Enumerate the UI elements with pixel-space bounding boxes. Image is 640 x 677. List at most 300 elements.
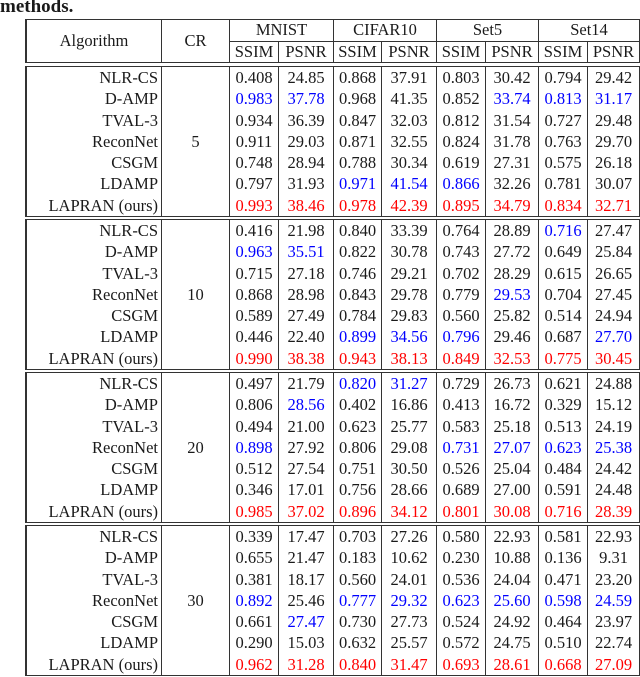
metric-cell: 0.526 <box>437 458 486 479</box>
algorithm-cell: D-AMP <box>27 394 162 415</box>
metric-cell: 29.32 <box>382 590 437 611</box>
metric-cell: 33.39 <box>382 220 437 241</box>
metric-cell: 22.93 <box>588 526 640 547</box>
algorithm-cell: TVAL-3 <box>27 416 162 437</box>
algorithm-cell: LAPRAN (ours) <box>27 654 162 675</box>
table-row <box>27 437 640 458</box>
algorithm-cell: NLR-CS <box>27 526 162 547</box>
metric-cell: 0.968 <box>334 88 382 109</box>
algorithm-cell: LDAMP <box>27 632 162 653</box>
metric-cell: 31.93 <box>279 173 334 194</box>
metric-cell: 32.26 <box>486 173 539 194</box>
table-row <box>27 416 640 437</box>
metric-cell: 0.693 <box>437 654 486 675</box>
table-row <box>27 88 640 109</box>
metric-cell: 0.993 <box>230 195 279 216</box>
metric-cell: 24.88 <box>588 373 640 394</box>
metric-cell: 38.46 <box>279 195 334 216</box>
metric-cell: 0.843 <box>334 284 382 305</box>
metric-cell: 32.71 <box>588 195 640 216</box>
metric-cell: 0.583 <box>437 416 486 437</box>
metric-cell: 0.524 <box>437 611 486 632</box>
metric-cell: 0.339 <box>230 526 279 547</box>
algorithm-cell: LDAMP <box>27 326 162 347</box>
metric-cell: 37.78 <box>279 88 334 109</box>
cr-cell: 20 <box>162 373 230 522</box>
cr-block <box>25 525 640 676</box>
metric-cell: 31.17 <box>588 88 640 109</box>
metric-cell: 33.74 <box>486 88 539 109</box>
metric-cell: 0.943 <box>334 348 382 369</box>
metric-cell: 25.84 <box>588 241 640 262</box>
metric-cell: 16.72 <box>486 394 539 415</box>
header-dataset: Set14 <box>539 20 640 41</box>
metric-cell: 0.514 <box>539 305 588 326</box>
metric-cell: 31.27 <box>382 373 437 394</box>
metric-cell: 27.72 <box>486 241 539 262</box>
table-row <box>27 131 640 152</box>
metric-cell: 30.42 <box>486 67 539 88</box>
metric-cell: 0.803 <box>437 67 486 88</box>
table-row <box>27 284 640 305</box>
metric-cell: 16.86 <box>382 394 437 415</box>
metric-cell: 27.26 <box>382 526 437 547</box>
metric-cell: 0.985 <box>230 501 279 522</box>
metric-cell: 41.35 <box>382 88 437 109</box>
metric-cell: 27.31 <box>486 152 539 173</box>
metric-cell: 27.45 <box>588 284 640 305</box>
metric-cell: 22.74 <box>588 632 640 653</box>
metric-cell: 30.08 <box>486 501 539 522</box>
metric-cell: 0.794 <box>539 67 588 88</box>
metric-cell: 0.687 <box>539 326 588 347</box>
metric-cell: 22.40 <box>279 326 334 347</box>
metric-cell: 32.53 <box>486 348 539 369</box>
metric-cell: 0.764 <box>437 220 486 241</box>
metric-cell: 0.623 <box>334 416 382 437</box>
algorithm-cell: D-AMP <box>27 241 162 262</box>
metric-cell: 0.729 <box>437 373 486 394</box>
metric-cell: 31.54 <box>486 110 539 131</box>
table-row <box>27 632 640 653</box>
metric-cell: 24.94 <box>588 305 640 326</box>
cr-cell: 5 <box>162 67 230 216</box>
header-metric: PSNR <box>382 41 437 62</box>
table-row <box>27 326 640 347</box>
table-row <box>27 611 640 632</box>
metric-cell: 0.784 <box>334 305 382 326</box>
metric-cell: 29.42 <box>588 67 640 88</box>
metric-cell: 29.78 <box>382 284 437 305</box>
metric-cell: 0.689 <box>437 479 486 500</box>
table-row <box>27 501 640 522</box>
metric-cell: 0.963 <box>230 241 279 262</box>
metric-cell: 31.28 <box>279 654 334 675</box>
metric-cell: 27.00 <box>486 479 539 500</box>
metric-cell: 0.788 <box>334 152 382 173</box>
metric-cell: 0.560 <box>437 305 486 326</box>
metric-cell: 0.971 <box>334 173 382 194</box>
algorithm-cell: D-AMP <box>27 547 162 568</box>
table-header <box>25 19 640 63</box>
metric-cell: 27.47 <box>588 220 640 241</box>
metric-cell: 25.57 <box>382 632 437 653</box>
metric-cell: 29.70 <box>588 131 640 152</box>
metric-cell: 0.183 <box>334 547 382 568</box>
metric-cell: 24.59 <box>588 590 640 611</box>
metric-cell: 25.18 <box>486 416 539 437</box>
metric-cell: 28.89 <box>486 220 539 241</box>
metric-cell: 0.822 <box>334 241 382 262</box>
metric-cell: 0.497 <box>230 373 279 394</box>
algorithm-cell: NLR-CS <box>27 67 162 88</box>
metric-cell: 0.983 <box>230 88 279 109</box>
metric-cell: 0.748 <box>230 152 279 173</box>
metric-cell: 29.08 <box>382 437 437 458</box>
metric-cell: 15.03 <box>279 632 334 653</box>
metric-cell: 28.39 <box>588 501 640 522</box>
metric-cell: 0.560 <box>334 569 382 590</box>
metric-cell: 0.581 <box>539 526 588 547</box>
metric-cell: 0.702 <box>437 263 486 284</box>
algorithm-cell: TVAL-3 <box>27 569 162 590</box>
algorithm-cell: LDAMP <box>27 173 162 194</box>
cr-cell: 10 <box>162 220 230 369</box>
metric-cell: 0.623 <box>539 437 588 458</box>
table-row <box>27 263 640 284</box>
metric-cell: 0.824 <box>437 131 486 152</box>
header-algorithm: Algorithm <box>27 20 162 62</box>
metric-cell: 24.75 <box>486 632 539 653</box>
header-cr: CR <box>162 20 230 62</box>
algorithm-cell: CSGM <box>27 458 162 479</box>
metric-cell: 0.834 <box>539 195 588 216</box>
metric-cell: 41.54 <box>382 173 437 194</box>
metric-cell: 34.79 <box>486 195 539 216</box>
metric-cell: 25.46 <box>279 590 334 611</box>
metric-cell: 0.868 <box>334 67 382 88</box>
metric-cell: 0.892 <box>230 590 279 611</box>
metric-cell: 0.716 <box>539 501 588 522</box>
cr-block <box>25 219 640 370</box>
metric-cell: 0.668 <box>539 654 588 675</box>
metric-cell: 0.813 <box>539 88 588 109</box>
metric-cell: 25.82 <box>486 305 539 326</box>
metric-cell: 0.812 <box>437 110 486 131</box>
metric-cell: 0.895 <box>437 195 486 216</box>
metric-cell: 30.45 <box>588 348 640 369</box>
metric-cell: 0.346 <box>230 479 279 500</box>
metric-cell: 0.413 <box>437 394 486 415</box>
metric-cell: 26.65 <box>588 263 640 284</box>
metric-cell: 0.408 <box>230 67 279 88</box>
metric-cell: 29.53 <box>486 284 539 305</box>
metric-cell: 0.898 <box>230 437 279 458</box>
metric-cell: 27.07 <box>486 437 539 458</box>
metric-cell: 0.510 <box>539 632 588 653</box>
metric-cell: 0.796 <box>437 326 486 347</box>
table-row <box>27 394 640 415</box>
metric-cell: 0.730 <box>334 611 382 632</box>
metric-cell: 0.746 <box>334 263 382 284</box>
algorithm-cell: LAPRAN (ours) <box>27 195 162 216</box>
metric-cell: 0.589 <box>230 305 279 326</box>
metric-cell: 32.55 <box>382 131 437 152</box>
metric-cell: 28.98 <box>279 284 334 305</box>
metric-cell: 21.79 <box>279 373 334 394</box>
metric-cell: 0.978 <box>334 195 382 216</box>
metric-cell: 36.39 <box>279 110 334 131</box>
algorithm-cell: CSGM <box>27 152 162 173</box>
metric-cell: 10.88 <box>486 547 539 568</box>
metric-cell: 0.416 <box>230 220 279 241</box>
metric-cell: 0.621 <box>539 373 588 394</box>
metric-cell: 0.704 <box>539 284 588 305</box>
metric-cell: 27.18 <box>279 263 334 284</box>
metric-cell: 0.402 <box>334 394 382 415</box>
metric-cell: 0.446 <box>230 326 279 347</box>
metric-cell: 30.50 <box>382 458 437 479</box>
header-dataset: MNIST <box>230 20 334 41</box>
table-row <box>27 173 640 194</box>
metric-cell: 0.751 <box>334 458 382 479</box>
metric-cell: 26.73 <box>486 373 539 394</box>
metric-cell: 28.56 <box>279 394 334 415</box>
metric-cell: 0.990 <box>230 348 279 369</box>
metric-cell: 29.46 <box>486 326 539 347</box>
cr-block <box>25 66 640 217</box>
algorithm-cell: ReconNet <box>27 284 162 305</box>
metric-cell: 0.801 <box>437 501 486 522</box>
metric-cell: 0.849 <box>437 348 486 369</box>
metric-cell: 21.00 <box>279 416 334 437</box>
metric-cell: 0.512 <box>230 458 279 479</box>
metric-cell: 0.840 <box>334 220 382 241</box>
metric-cell: 0.775 <box>539 348 588 369</box>
metric-cell: 0.580 <box>437 526 486 547</box>
metric-cell: 37.02 <box>279 501 334 522</box>
metric-cell: 0.871 <box>334 131 382 152</box>
metric-cell: 22.93 <box>486 526 539 547</box>
metric-cell: 24.85 <box>279 67 334 88</box>
algorithm-cell: LAPRAN (ours) <box>27 501 162 522</box>
table-row <box>27 590 640 611</box>
cr-block <box>25 372 640 523</box>
metric-cell: 42.39 <box>382 195 437 216</box>
metric-cell: 29.21 <box>382 263 437 284</box>
metric-cell: 0.661 <box>230 611 279 632</box>
table-row <box>27 547 640 568</box>
metric-cell: 24.19 <box>588 416 640 437</box>
metric-cell: 0.471 <box>539 569 588 590</box>
metric-cell: 0.136 <box>539 547 588 568</box>
metric-cell: 0.731 <box>437 437 486 458</box>
metric-cell: 23.97 <box>588 611 640 632</box>
metric-cell: 29.03 <box>279 131 334 152</box>
algorithm-cell: NLR-CS <box>27 220 162 241</box>
header-metric: SSIM <box>437 41 486 62</box>
header-dataset: Set5 <box>437 20 539 41</box>
metric-cell: 0.777 <box>334 590 382 611</box>
header-dataset: CIFAR10 <box>334 20 437 41</box>
algorithm-cell: TVAL-3 <box>27 263 162 284</box>
metric-cell: 0.649 <box>539 241 588 262</box>
metric-cell: 35.51 <box>279 241 334 262</box>
table-row <box>27 305 640 326</box>
algorithm-cell: ReconNet <box>27 131 162 152</box>
metric-cell: 38.38 <box>279 348 334 369</box>
metric-cell: 21.47 <box>279 547 334 568</box>
metric-cell: 0.536 <box>437 569 486 590</box>
algorithm-cell: ReconNet <box>27 437 162 458</box>
algorithm-cell: NLR-CS <box>27 373 162 394</box>
metric-cell: 0.484 <box>539 458 588 479</box>
metric-cell: 0.763 <box>539 131 588 152</box>
metric-cell: 25.60 <box>486 590 539 611</box>
metric-cell: 38.13 <box>382 348 437 369</box>
table-row <box>27 526 640 547</box>
table-row <box>27 241 640 262</box>
table-row <box>27 479 640 500</box>
metric-cell: 0.727 <box>539 110 588 131</box>
metric-cell: 27.47 <box>279 611 334 632</box>
metric-cell: 0.847 <box>334 110 382 131</box>
algorithm-cell: TVAL-3 <box>27 110 162 131</box>
metric-cell: 34.56 <box>382 326 437 347</box>
metric-cell: 0.743 <box>437 241 486 262</box>
caption-fragment: methods. <box>0 0 74 17</box>
metric-cell: 0.623 <box>437 590 486 611</box>
metric-cell: 24.04 <box>486 569 539 590</box>
metric-cell: 30.07 <box>588 173 640 194</box>
algorithm-cell: D-AMP <box>27 88 162 109</box>
metric-cell: 24.48 <box>588 479 640 500</box>
metric-cell: 24.01 <box>382 569 437 590</box>
metric-cell: 0.866 <box>437 173 486 194</box>
table-row <box>27 220 640 241</box>
metric-cell: 0.513 <box>539 416 588 437</box>
metric-cell: 27.49 <box>279 305 334 326</box>
header-metric: SSIM <box>334 41 382 62</box>
header-metric: SSIM <box>539 41 588 62</box>
metric-cell: 0.230 <box>437 547 486 568</box>
metric-cell: 25.38 <box>588 437 640 458</box>
header-metric: PSNR <box>588 41 640 62</box>
metric-cell: 27.92 <box>279 437 334 458</box>
metric-cell: 30.78 <box>382 241 437 262</box>
metric-cell: 0.715 <box>230 263 279 284</box>
metric-cell: 0.615 <box>539 263 588 284</box>
header-metric: SSIM <box>230 41 279 62</box>
metric-cell: 26.18 <box>588 152 640 173</box>
metric-cell: 0.290 <box>230 632 279 653</box>
cr-cell: 30 <box>162 526 230 675</box>
table-row <box>27 654 640 675</box>
metric-cell: 21.98 <box>279 220 334 241</box>
metric-cell: 0.632 <box>334 632 382 653</box>
algorithm-cell: LAPRAN (ours) <box>27 348 162 369</box>
metric-cell: 30.34 <box>382 152 437 173</box>
metric-cell: 9.31 <box>588 547 640 568</box>
metric-cell: 0.703 <box>334 526 382 547</box>
metric-cell: 0.572 <box>437 632 486 653</box>
metric-cell: 0.598 <box>539 590 588 611</box>
metric-cell: 0.756 <box>334 479 382 500</box>
metric-cell: 24.92 <box>486 611 539 632</box>
metric-cell: 0.655 <box>230 547 279 568</box>
metric-cell: 0.716 <box>539 220 588 241</box>
metric-cell: 15.12 <box>588 394 640 415</box>
metric-cell: 28.29 <box>486 263 539 284</box>
metric-cell: 0.781 <box>539 173 588 194</box>
table-row <box>27 348 640 369</box>
metric-cell: 34.12 <box>382 501 437 522</box>
table-row <box>27 458 640 479</box>
metric-cell: 0.806 <box>230 394 279 415</box>
metric-cell: 25.77 <box>382 416 437 437</box>
metric-cell: 27.09 <box>588 654 640 675</box>
table-row <box>27 110 640 131</box>
metric-cell: 28.94 <box>279 152 334 173</box>
algorithm-cell: LDAMP <box>27 479 162 500</box>
metric-cell: 0.779 <box>437 284 486 305</box>
metric-cell: 29.48 <box>588 110 640 131</box>
metric-cell: 28.66 <box>382 479 437 500</box>
metric-cell: 0.591 <box>539 479 588 500</box>
metric-cell: 0.899 <box>334 326 382 347</box>
table-row <box>27 195 640 216</box>
header-metric: PSNR <box>279 41 334 62</box>
metric-cell: 10.62 <box>382 547 437 568</box>
metric-cell: 31.78 <box>486 131 539 152</box>
table-row <box>27 67 640 88</box>
metric-cell: 0.820 <box>334 373 382 394</box>
table-row <box>27 152 640 173</box>
metric-cell: 24.42 <box>588 458 640 479</box>
metric-cell: 17.47 <box>279 526 334 547</box>
metric-cell: 29.83 <box>382 305 437 326</box>
metric-cell: 27.70 <box>588 326 640 347</box>
metric-cell: 27.73 <box>382 611 437 632</box>
metric-cell: 0.575 <box>539 152 588 173</box>
metric-cell: 0.934 <box>230 110 279 131</box>
metric-cell: 27.54 <box>279 458 334 479</box>
metric-cell: 0.329 <box>539 394 588 415</box>
table-row <box>27 373 640 394</box>
metric-cell: 37.91 <box>382 67 437 88</box>
metric-cell: 32.03 <box>382 110 437 131</box>
metric-cell: 31.47 <box>382 654 437 675</box>
algorithm-cell: ReconNet <box>27 590 162 611</box>
algorithm-cell: CSGM <box>27 305 162 326</box>
algorithm-cell: CSGM <box>27 611 162 632</box>
metric-cell: 0.464 <box>539 611 588 632</box>
metric-cell: 0.797 <box>230 173 279 194</box>
header-metric: PSNR <box>486 41 539 62</box>
metric-cell: 18.17 <box>279 569 334 590</box>
metric-cell: 0.806 <box>334 437 382 458</box>
metric-cell: 0.911 <box>230 131 279 152</box>
metric-cell: 0.494 <box>230 416 279 437</box>
metric-cell: 17.01 <box>279 479 334 500</box>
metric-cell: 23.20 <box>588 569 640 590</box>
metric-cell: 25.04 <box>486 458 539 479</box>
metric-cell: 0.962 <box>230 654 279 675</box>
metric-cell: 28.61 <box>486 654 539 675</box>
metric-cell: 0.840 <box>334 654 382 675</box>
metric-cell: 0.619 <box>437 152 486 173</box>
metric-cell: 0.852 <box>437 88 486 109</box>
